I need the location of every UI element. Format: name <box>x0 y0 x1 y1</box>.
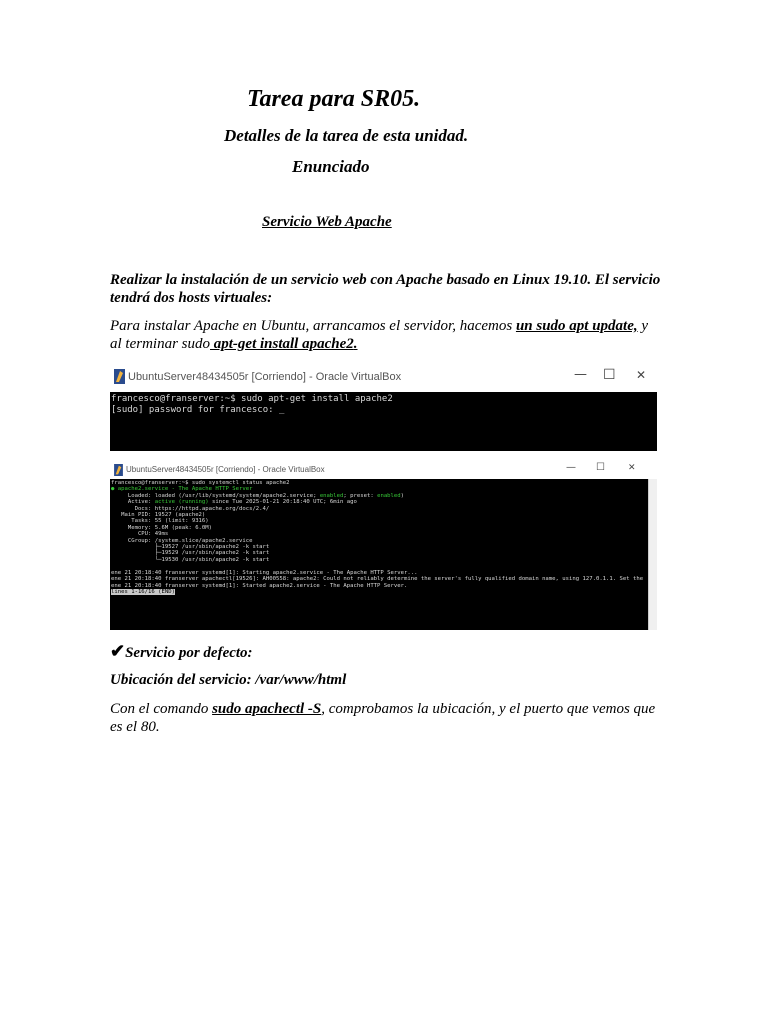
loaded-close: ) <box>400 492 405 499</box>
maximize-icon[interactable]: ☐ <box>603 367 616 383</box>
status-dot-line: ● apache2.service - The Apache HTTP Server <box>111 486 253 493</box>
active-since: since Tue 2025-01-21 20:18:40 UTC; 6min ago <box>208 499 357 506</box>
terminal-line: ene 21 20:18:40 franserver apachectl[19526]: AH00558: apache2: Could not reliably determine the server's fully qualified domain name, using 127.0.1.1. Set the <box>111 576 644 583</box>
preset-label: ; preset: <box>343 492 378 499</box>
terminal-line: └─19530 /usr/sbin/apache2 -k start <box>111 556 270 563</box>
window-titlebar <box>110 461 657 479</box>
install-cmd-apache: apt-get install apache2 <box>210 336 354 352</box>
loaded-label: Loaded: loaded (/usr/lib/systemd/system/apache2.service; <box>111 492 320 499</box>
service-location: Ubicación del servicio: /var/www/html <box>110 672 347 688</box>
close-icon[interactable]: ✕ <box>628 463 636 473</box>
install-text-1: Para instalar Apache en Ubuntu, arrancamos el servidor, hacemos <box>110 318 516 334</box>
virtualbox-screenshot-install <box>110 362 657 451</box>
enabled-text: enabled <box>319 492 344 499</box>
terminal-line: ├─19527 /usr/sbin/apache2 -k start <box>111 544 270 551</box>
terminal-line: ene 21 20:18:40 franserver systemd[1]: Starting apache2.service - The Apache HTTP Server... <box>111 569 418 576</box>
minimize-icon[interactable]: — <box>566 462 576 473</box>
virtualbox-screenshot-status <box>110 461 657 630</box>
apachectl-text-2: , comprobamos la ubicación, y el puerto que vemos que es el 80. <box>110 701 656 735</box>
terminal-line: Docs: https://httpd.apache.org/docs/2.4/ <box>111 505 270 512</box>
virtualbox-icon <box>114 464 123 476</box>
preset-enabled-text: enabled <box>377 492 401 499</box>
terminal-line: Tasks: 55 (limit: 9316) <box>111 518 209 525</box>
apachectl-cmd: sudo apachectl -S <box>212 701 322 717</box>
terminal-line: [sudo] password for francesco: _ <box>111 405 285 415</box>
terminal-line: Memory: 5.6M (peak: 6.0M) <box>111 524 213 531</box>
active-label: Active: <box>111 499 155 506</box>
document-title: Tarea para SR05. <box>247 86 421 112</box>
install-paragraph <box>110 317 662 353</box>
terminal-line: francesco@franserver:~$ sudo systemctl status apache2 <box>111 480 290 486</box>
minimize-icon[interactable]: — <box>574 367 587 382</box>
install-text-2: y al terminar sudo <box>110 318 649 352</box>
document-subtitle: Detalles de la tarea de esta unidad. <box>224 126 469 145</box>
apachectl-text-1: Con el comando <box>110 701 213 717</box>
terminal-line: ├─19529 /usr/sbin/apache2 -k start <box>111 550 270 557</box>
close-icon[interactable]: ✕ <box>636 368 647 382</box>
terminal-line <box>111 589 648 595</box>
install-end: . <box>353 336 358 352</box>
terminal-line: CPU: 49ms <box>111 531 169 538</box>
enunciado-heading: Enunciado <box>292 157 370 176</box>
window-title: UbuntuServer48434505r [Corriendo] - Oracle VirtualBox <box>128 371 402 383</box>
terminal-line: francesco@franserver:~$ sudo apt-get install apache2 <box>111 394 393 404</box>
apachectl-paragraph <box>110 700 662 736</box>
terminal-line: ene 21 20:18:40 franserver systemd[1]: Started apache2.service - The Apache HTTP Server. <box>111 582 408 589</box>
window-titlebar <box>110 362 657 392</box>
terminal-line: Main PID: 19527 (apache2) <box>111 512 206 519</box>
checkmark-icon: ✔ <box>110 641 126 661</box>
install-cmd-update: un sudo apt update, <box>515 318 638 334</box>
section-title: Servicio Web Apache <box>262 214 392 230</box>
window-side-strip <box>648 479 657 630</box>
pager-status: lines 1-16/16 (END) <box>111 588 175 595</box>
maximize-icon[interactable]: ☐ <box>596 462 605 473</box>
terminal-line: CGroup: /system.slice/apache2.service <box>111 537 253 544</box>
default-service-heading <box>110 642 662 662</box>
terminal-output <box>110 479 649 630</box>
active-running-text: active (running) <box>154 499 209 506</box>
terminal-output <box>110 392 657 451</box>
window-title: UbuntuServer48434505r [Corriendo] - Oracle VirtualBox <box>126 465 325 474</box>
default-service-text: Servicio por defecto: <box>125 645 253 661</box>
intro-paragraph: Realizar la instalación de un servicio web con Apache basado en Linux 19.10. El servicio tendrá dos hosts virtuales: <box>110 272 661 306</box>
virtualbox-icon <box>114 369 125 384</box>
